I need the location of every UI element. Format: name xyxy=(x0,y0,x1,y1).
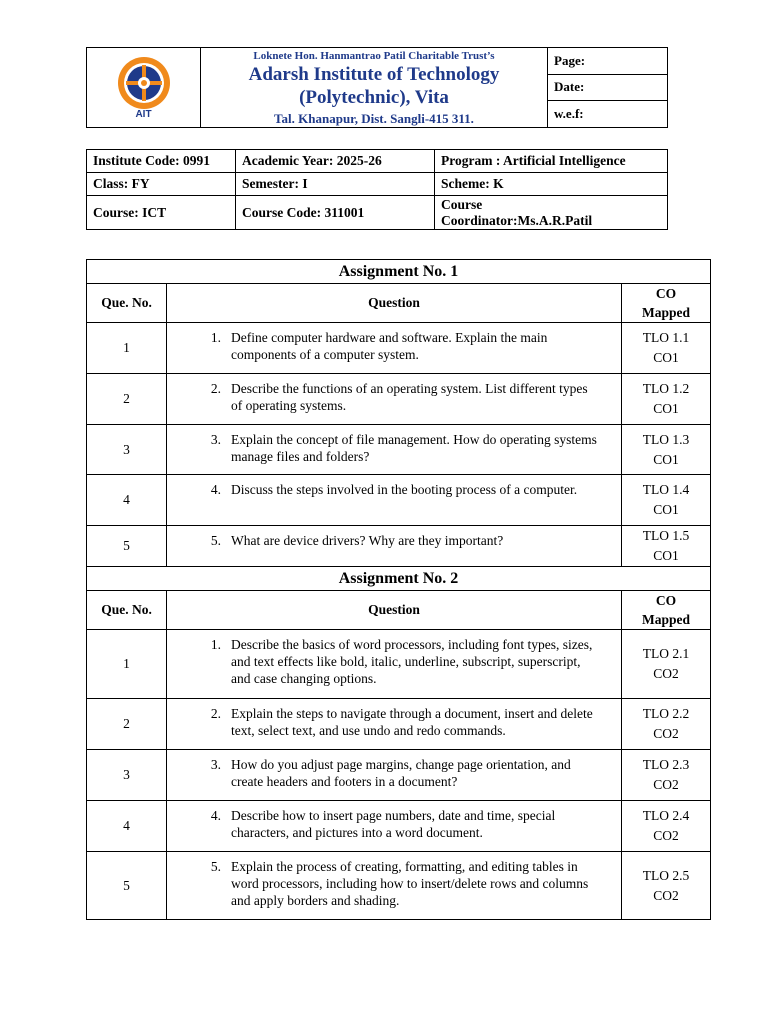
co-code: CO1 xyxy=(653,502,679,517)
question-number: 4 xyxy=(87,801,167,852)
question-number: 2 xyxy=(87,374,167,425)
tlo-code: TLO 1.2 xyxy=(642,381,690,396)
co-code: CO2 xyxy=(653,777,679,792)
col-header-que-no: Que. No. xyxy=(87,591,167,630)
question-list-number: 4. xyxy=(210,482,221,497)
col-header-co-mapped xyxy=(622,591,711,630)
question-cell xyxy=(167,699,622,750)
table-row xyxy=(87,526,711,567)
institute-code: Institute Code: 0991 xyxy=(87,150,236,173)
question-text: Explain the process of creating, formatting, and editing tables in word processors, including how to insert/delete rows and columns and apply borders and shading. xyxy=(231,859,589,908)
co-code: CO2 xyxy=(653,828,679,843)
co-mapped-cell xyxy=(622,323,711,374)
question-text: Discuss the steps involved in the booting process of a computer. xyxy=(231,482,578,497)
question-number: 5 xyxy=(87,526,167,567)
question-text: Describe the basics of word processors, including font types, sizes, and text effects like bold, italic, underline, subscript, superscript, and case changing options. xyxy=(231,637,593,686)
question-list-number: 3. xyxy=(210,757,221,772)
co-code: CO2 xyxy=(653,666,679,681)
question-number: 1 xyxy=(87,630,167,699)
col-header-question: Question xyxy=(167,284,622,323)
trust-name: Loknete Hon. Hanmantrao Patil Charitable Trust’s xyxy=(253,50,495,62)
tlo-code: TLO 2.5 xyxy=(642,867,690,883)
class: Class: FY xyxy=(87,173,236,196)
question-list-number: 4. xyxy=(210,808,221,823)
table-row xyxy=(87,323,711,374)
co-mapped-cell xyxy=(622,699,711,750)
co-mapped-cell xyxy=(622,750,711,801)
co-mapped-cell xyxy=(622,630,711,699)
question-list-number: 1. xyxy=(210,637,221,652)
co-code: CO1 xyxy=(653,401,679,416)
question-cell xyxy=(167,425,622,475)
question-number: 5 xyxy=(87,852,167,920)
question-number: 3 xyxy=(87,750,167,801)
table-row xyxy=(87,801,711,852)
table-row xyxy=(87,750,711,801)
question-list-number: 2. xyxy=(210,706,221,721)
co-code: CO1 xyxy=(653,548,679,563)
tlo-code: TLO 1.1 xyxy=(642,330,690,345)
coordinator-line2: Coordinator:Ms.A.R.Patil xyxy=(441,212,593,228)
co-code: CO1 xyxy=(653,350,679,365)
tlo-code: TLO 2.2 xyxy=(642,706,690,721)
question-cell xyxy=(167,475,622,526)
coordinator-line1: Course xyxy=(441,196,483,212)
question-cell xyxy=(167,630,622,699)
assignment-table xyxy=(86,259,711,920)
question-list-number: 3. xyxy=(210,432,221,447)
co-mapped-cell xyxy=(622,425,711,475)
co-mapped-cell xyxy=(622,475,711,526)
question-text: Describe how to insert page numbers, date and time, special characters, and pictures into a word document. xyxy=(231,808,556,840)
question-cell xyxy=(167,526,622,567)
tlo-code: TLO 2.3 xyxy=(642,757,690,772)
institute-name-line2: (Polytechnic), Vita xyxy=(299,87,449,108)
question-text: Describe the functions of an operating system. List different types of operating systems. xyxy=(231,381,588,413)
question-text: Explain the steps to navigate through a document, insert and delete text, select text, and use undo and redo commands. xyxy=(231,706,593,738)
question-text: What are device drivers? Why are they important? xyxy=(231,533,504,548)
assignment-title: Assignment No. 1 xyxy=(87,260,711,284)
question-list-number: 2. xyxy=(210,381,221,396)
date-label: Date: xyxy=(548,74,668,101)
institute-logo-icon xyxy=(111,55,177,111)
question-cell xyxy=(167,323,622,374)
table-row xyxy=(87,475,711,526)
table-row xyxy=(87,699,711,750)
question-number: 2 xyxy=(87,699,167,750)
question-number: 3 xyxy=(87,425,167,475)
table-row xyxy=(87,374,711,425)
question-text: How do you adjust page margins, change page orientation, and create headers and footers in a document? xyxy=(231,757,571,789)
col-header-mapped: Mapped xyxy=(641,612,690,627)
question-cell xyxy=(167,374,622,425)
col-header-co-mapped xyxy=(622,284,711,323)
co-code: CO2 xyxy=(653,887,679,903)
program: Program : Artificial Intelligence xyxy=(435,150,668,173)
co-code: CO2 xyxy=(653,726,679,741)
tlo-code: TLO 1.5 xyxy=(642,528,690,543)
question-cell xyxy=(167,750,622,801)
tlo-code: TLO 2.4 xyxy=(642,808,690,823)
col-header-que-no: Que. No. xyxy=(87,284,167,323)
co-code: CO1 xyxy=(653,451,679,467)
question-list-number: 1. xyxy=(210,330,221,345)
institute-address: Tal. Khanapur, Dist. Sangli-415 311. xyxy=(274,111,474,126)
question-cell xyxy=(167,801,622,852)
assignment-title: Assignment No. 2 xyxy=(87,567,711,591)
course-code: Course Code: 311001 xyxy=(236,196,435,230)
academic-year: Academic Year: 2025-26 xyxy=(236,150,435,173)
course-coordinator xyxy=(435,196,668,230)
question-text: Explain the concept of file management. How do operating systems manage files and folders? xyxy=(231,432,597,464)
tlo-code: TLO 1.3 xyxy=(642,431,690,447)
question-list-number: 5. xyxy=(210,533,221,548)
question-text: Define computer hardware and software. Explain the main components of a computer system. xyxy=(231,330,548,362)
tlo-code: TLO 1.4 xyxy=(642,482,690,497)
page-label: Page: xyxy=(548,48,668,75)
col-header-question: Question xyxy=(167,591,622,630)
co-mapped-cell xyxy=(622,526,711,567)
co-mapped-cell xyxy=(622,852,711,920)
table-row xyxy=(87,425,711,475)
logo-caption: AIT xyxy=(135,109,152,120)
wef-label: w.e.f: xyxy=(548,101,668,128)
question-number: 4 xyxy=(87,475,167,526)
semester: Semester: I xyxy=(236,173,435,196)
table-row xyxy=(87,630,711,699)
table-row xyxy=(87,852,711,920)
question-number: 1 xyxy=(87,323,167,374)
letterhead-table xyxy=(86,47,668,128)
course: Course: ICT xyxy=(87,196,236,230)
co-mapped-cell xyxy=(622,374,711,425)
institute-name-line1: Adarsh Institute of Technology xyxy=(248,64,500,85)
logo-cell xyxy=(87,48,201,128)
question-cell xyxy=(167,852,622,920)
col-header-co: CO xyxy=(655,286,677,301)
col-header-co: CO xyxy=(655,593,677,608)
course-info-table xyxy=(86,149,668,230)
question-list-number: 5. xyxy=(210,859,221,874)
institute-name-cell xyxy=(201,48,548,128)
co-mapped-cell xyxy=(622,801,711,852)
tlo-code: TLO 2.1 xyxy=(642,646,690,661)
scheme: Scheme: K xyxy=(435,173,668,196)
col-header-mapped: Mapped xyxy=(641,305,690,320)
